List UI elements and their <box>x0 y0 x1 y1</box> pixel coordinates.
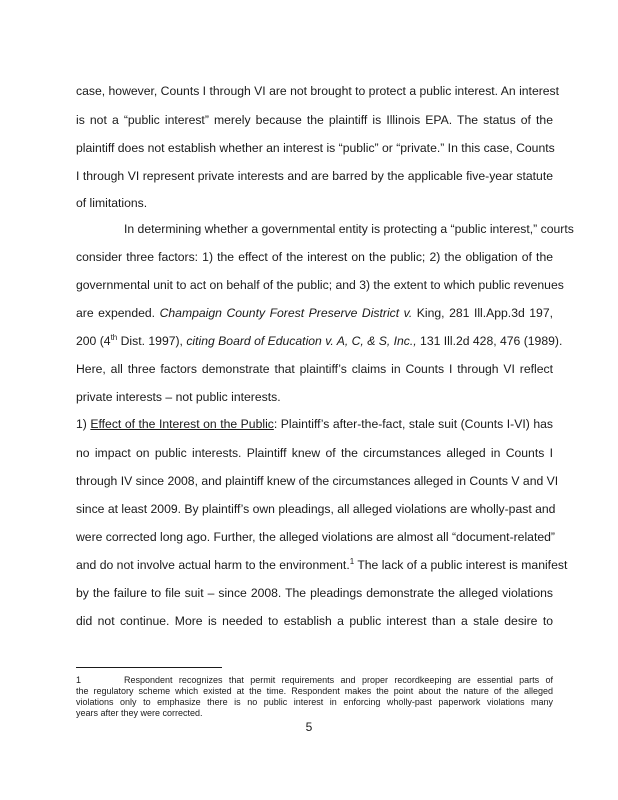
body-line: of limitations. <box>76 196 148 210</box>
footnote-line: Respondent recognizes that permit requirements and proper recordkeeping are essential parts of <box>124 675 553 685</box>
body-line: I through VI represent private interests and are barred by the applicable five-year statute <box>76 169 553 183</box>
body-line: did not continue. More is needed to establish a public interest than a stale desire to <box>76 614 553 628</box>
text-run: 1) <box>76 417 91 431</box>
body-line: were corrected long ago. Further, the alleged violations are almost all “document-related” <box>76 530 555 544</box>
body-line-footnote-ref <box>76 556 568 573</box>
footnote-number: 1 <box>76 675 82 685</box>
text-run: The lack of a public interest is manifest <box>354 558 568 572</box>
text-run: 131 Ill.2d 428, 476 (1989). <box>416 334 563 348</box>
text-run: and do not involve actual harm to the environment. <box>76 558 350 572</box>
body-line: governmental unit to act on behalf of the public; and 3) the extent to which public revenues <box>76 278 564 292</box>
body-line: Here, all three factors demonstrate that plaintiff’s claims in Counts I through VI reflect <box>76 362 553 376</box>
body-line: by the failure to file suit – since 2008. The pleadings demonstrate the alleged violations <box>76 586 553 600</box>
body-line: In determining whether a governmental entity is protecting a “public interest,” courts <box>124 222 574 236</box>
text-run: King, 281 Ill.App.3d 197, <box>412 306 553 320</box>
body-line: through IV since 2008, and plaintiff knew of the circumstances alleged in Counts V and VI <box>76 474 559 488</box>
body-line: since at least 2009. By plaintiff’s own pleadings, all alleged violations are wholly-past and <box>76 502 556 516</box>
footnote-separator <box>76 667 222 668</box>
text-run: : Plaintiff’s after-the-fact, stale suit (Counts I-VI) has <box>273 417 553 431</box>
footnote-line: years after they were corrected. <box>76 708 203 718</box>
footnote-line: violations only to emphasize there is no public interest in enforcing wholly-past paperwork violations many <box>76 697 553 707</box>
case-citation: Champaign County Forest Preserve District v. <box>159 306 413 320</box>
body-line: private interests – not public interests. <box>76 390 281 404</box>
body-line: consider three factors: 1) the effect of the interest on the public; 2) the obligation of the <box>76 250 553 264</box>
body-line-citation <box>76 305 553 321</box>
page-number: 5 <box>305 720 313 734</box>
text-run: are expended. <box>76 306 160 320</box>
body-line: is not a “public interest” merely because the plaintiff is Illinois EPA. The status of the <box>76 113 553 127</box>
text-run: Dist. 1997), <box>117 334 187 348</box>
body-line-citation <box>76 332 563 349</box>
body-line: plaintiff does not establish whether an interest is “public” or “private.” In this case, Counts <box>76 141 555 155</box>
section-heading: Effect of the Interest on the Public <box>90 417 274 431</box>
case-citation: citing Board of Education v. A, C, & S, Inc., <box>186 334 417 348</box>
body-line-heading <box>76 416 553 432</box>
footnote-line: the regulatory scheme which existed at the time. Respondent makes the point about the nature of the alleged <box>76 686 553 696</box>
text-run: 200 (4 <box>76 334 111 348</box>
body-line: no impact on public interests. Plaintiff knew of the circumstances alleged in Counts I <box>76 446 553 460</box>
footnote-reference: 1 <box>349 556 355 566</box>
body-line: case, however, Counts I through VI are not brought to protect a public interest. An interest <box>76 84 560 98</box>
ordinal-superscript: th <box>110 332 118 342</box>
